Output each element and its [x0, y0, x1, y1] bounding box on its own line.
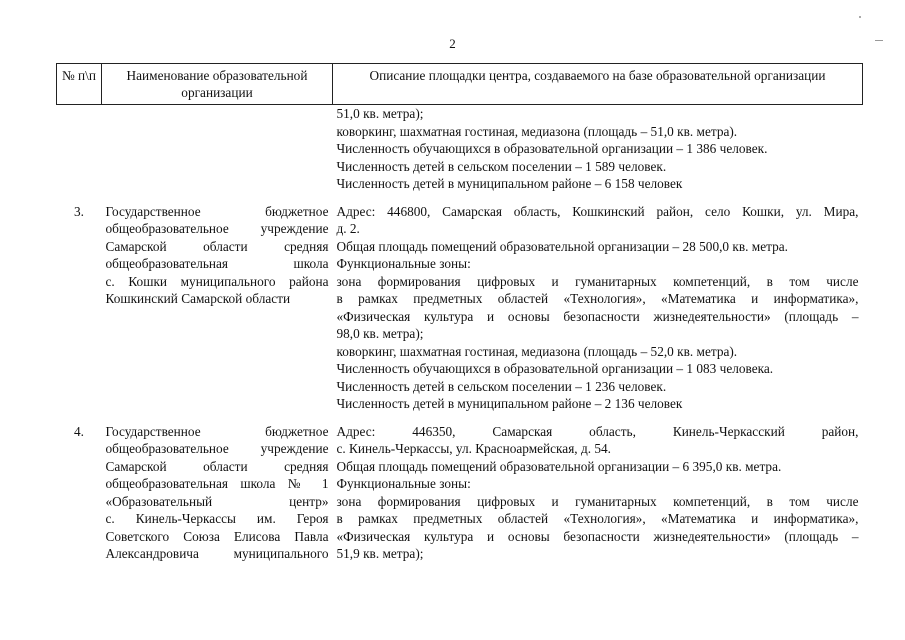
table-row	[57, 423, 863, 563]
text-line: «Физическая культура и основы безопасности жизнедеятельности» (площадь –	[336, 528, 859, 544]
text-line: Численность обучающихся в образовательной организации – 1 083 человека.	[336, 361, 774, 376]
text-line: зона формирования цифровых и гуманитарных компетенций, в том числе	[336, 273, 859, 289]
text-line: Адрес: 446800, Самарская область, Кошкинский район, село Кошки, ул. Мира,	[336, 203, 859, 219]
text-line: Численность детей в муниципальном районе – 2 136 человек	[336, 396, 683, 411]
name-line: Александровича муниципального	[105, 546, 329, 561]
text-line: Функциональные зоны:	[336, 476, 471, 491]
text-line: в рамках предметных областей «Технология», «Математика и информатика»,	[336, 511, 859, 526]
organization-name	[102, 203, 333, 413]
name-line: Кошкинский Самарской области	[105, 291, 291, 306]
name-line: Государственное бюджетное	[105, 203, 329, 219]
name-line: общеобразовательное учреждение	[105, 221, 329, 236]
text-line: в рамках предметных областей «Технология», «Математика и информатика»,	[336, 291, 859, 306]
continuation-row	[57, 105, 863, 193]
page-number: 2	[449, 36, 456, 51]
table-row	[57, 203, 863, 413]
text-line: зона формирования цифровых и гуманитарных компетенций, в том числе	[336, 493, 859, 509]
name-line: общеобразовательная школа № 1	[105, 476, 329, 491]
text-line: коворкинг, шахматная гостиная, медиазона (площадь – 51,0 кв. метра).	[336, 123, 738, 139]
text-line: 51,9 кв. метра);	[336, 546, 424, 561]
name-line: Самарской области средняя	[105, 238, 329, 254]
organization-name	[102, 423, 333, 563]
text-line: Адрес: 446350, Самарская область, Кинель-Черкасский район,	[336, 423, 859, 439]
text-line: 98,0 кв. метра);	[336, 326, 424, 341]
header-organization-name: Наименование образовательной организации	[102, 64, 333, 105]
name-line: Государственное бюджетное	[105, 423, 329, 439]
text-line: Общая площадь помещений образовательной организации – 6 395,0 кв. метра.	[336, 458, 782, 474]
name-line: с. Кинель-Черкассы им. Героя	[105, 511, 329, 526]
continuation-name-cell	[102, 105, 333, 193]
name-line: общеобразовательное учреждение	[105, 441, 329, 456]
text-line: «Физическая культура и основы безопасности жизнедеятельности» (площадь –	[336, 308, 859, 324]
table-header-row	[57, 64, 863, 105]
row-number: 4.	[74, 423, 84, 439]
text-line: Общая площадь помещений образовательной организации – 28 500,0 кв. метра.	[336, 238, 788, 254]
text-line: Численность детей в сельском поселении – 1 589 человек.	[336, 158, 667, 174]
name-line: «Образовательный центр»	[105, 493, 329, 509]
header-number: № п\п	[57, 64, 102, 105]
continuation-desc-cell	[333, 105, 863, 193]
text-line: Численность детей в муниципальном районе – 6 158 человек	[336, 176, 683, 191]
row-spacer	[57, 193, 863, 203]
text-line: 51,0 кв. метра);	[336, 106, 424, 121]
text-line: Численность обучающихся в образовательной организации – 1 386 человек.	[336, 141, 768, 156]
text-line: д. 2.	[336, 221, 360, 236]
institutions-table	[56, 63, 863, 563]
name-line: с. Кошки муниципального района	[105, 273, 329, 289]
text-line: коворкинг, шахматная гостиная, медиазона (площадь – 52,0 кв. метра).	[336, 343, 738, 359]
text-line: Функциональные зоны:	[336, 256, 471, 271]
site-description	[333, 203, 863, 413]
site-description	[333, 423, 863, 563]
row-spacer	[57, 413, 863, 423]
name-line: Самарской области средняя	[105, 458, 329, 474]
continuation-num-cell	[57, 105, 102, 193]
text-line: с. Кинель-Черкассы, ул. Красноармейская, д. 54.	[336, 441, 611, 456]
header-site-description: Описание площадки центра, создаваемого на базе образовательной организации	[333, 64, 863, 105]
text-line: Численность детей в сельском поселении – 1 236 человек.	[336, 378, 667, 394]
name-line: Советского Союза Елисова Павла	[105, 528, 329, 544]
row-number: 3.	[74, 203, 84, 219]
scan-dot	[859, 16, 861, 18]
name-line: общеобразовательная школа	[105, 256, 329, 271]
